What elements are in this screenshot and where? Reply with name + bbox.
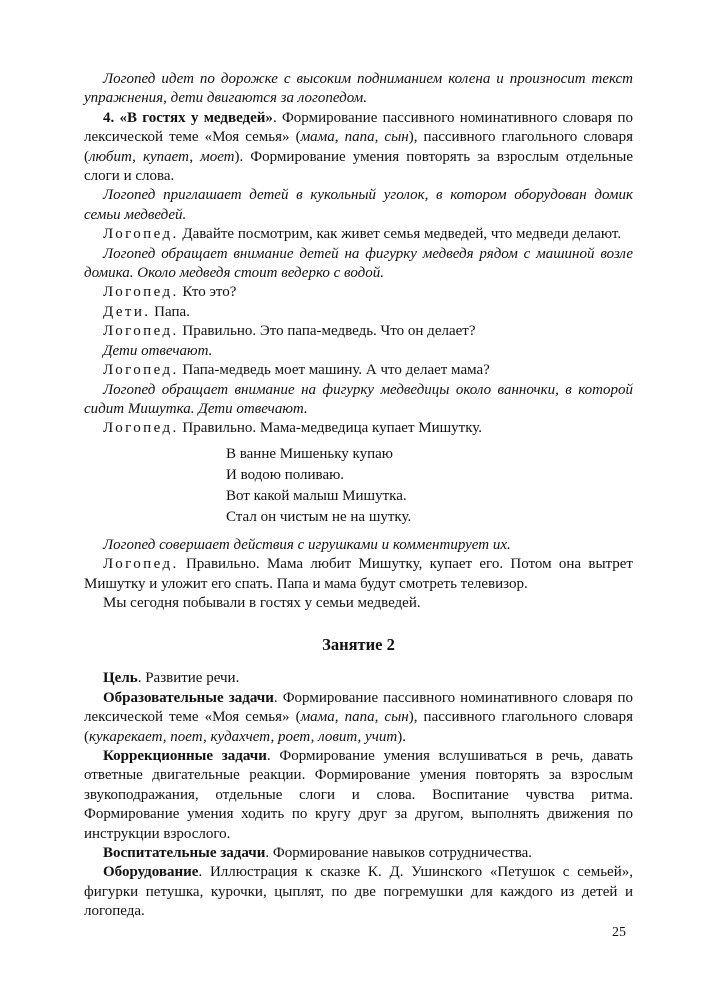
paragraph-goal: Цель. Развитие речи. (103, 670, 240, 687)
dialogue-line: Логопед. Кто это? (103, 284, 237, 301)
dialogue-line: Логопед. Правильно. Мама любит Мишутку, купает его. Потом она вытрет Мишутку и уложит его спать. Папа и мама будут смотреть телевизор. (84, 556, 633, 592)
page-body (84, 70, 633, 922)
poem-line: И водою поливаю. (226, 466, 345, 483)
paragraph-stage-direction-5: Логопед обращает внимание на фигурку медведицы около ванночки, в которой сидит Мишутка. Дети отвечают. (84, 381, 633, 417)
paragraph-stage-direction-2: Логопед приглашает детей в кукольный уголок, в котором оборудован домик семьи медведей. (84, 187, 633, 223)
paragraph-educational-tasks: Образовательные задачи. Формирование пассивного номинативного словаря по лексической теме «Моя семья» (мама, папа, сын), пассивного глагольного словаря (кукарекает, поет, кудахчет, роет, ловит, учит). (84, 689, 633, 745)
poem-line: Стал он чистым не на шутку. (226, 508, 412, 525)
poem-line: В ванне Мишеньку купаю (226, 445, 393, 462)
page-number: 25 (612, 925, 626, 940)
dialogue-line: Логопед. Правильно. Мама-медведица купает Мишутку. (103, 420, 483, 437)
section-heading: Занятие 2 (322, 635, 395, 655)
dialogue-line: Логопед. Давайте посмотрим, как живет семья медведей, что медведи делают. (103, 226, 622, 243)
paragraph-closing: Мы сегодня побывали в гостях у семьи медведей. (103, 594, 421, 611)
paragraph-correctional-tasks: Коррекционные задачи. Формирование умения вслушиваться в речь, давать ответные двигательные реакции. Формирование умения повторять за взрослым звукоподражания, отдельные слоги и слова. Воспитание чувства ритма. Формирование умения ходить по кругу друг за другом, выполнять движения по инструкции взрослого. (84, 747, 634, 842)
paragraph-stage-direction-3: Логопед обращает внимание детей на фигурку медведя рядом с машиной возле домика. Около медведя стоит ведерко с водой. (84, 245, 633, 282)
paragraph-stage-direction-1: Логопед идет по дорожке с высоким подниманием колена и произносит текст упражнения, дети двигаются за логопедом. (84, 71, 633, 107)
paragraph-equipment: Оборудование. Иллюстрация к сказке К. Д. Ушинского «Петушок с семьей», фигурки петушка, курочки, цыплят, по две погремушки для каждого из детей и логопеда. (84, 864, 633, 920)
poem-line: Вот какой малыш Мишутка. (226, 487, 407, 504)
paragraph-stage-direction-6: Логопед совершает действия с игрушками и комментирует их. (103, 536, 511, 553)
paragraph-stage-direction-4: Дети отвечают. (103, 342, 213, 359)
poem (226, 444, 633, 528)
exercise-4-title: 4. «В гостях у медведей» (103, 109, 273, 126)
paragraph-upbringing-tasks: Воспитательные задачи. Формирование навыков сотрудничества. (103, 845, 533, 861)
dialogue-line: Логопед. Папа-медведь моет машину. А что делает мама? (103, 362, 490, 379)
paragraph-exercise-4: 4. «В гостях у медведей». Формирование пассивного номинативного словаря по лексической теме «Моя семья» (мама, папа, сын), пассивного глагольного словаря (любит, купает, моет). Формирование умения повторять за взрослым отдельные слоги и слова. (84, 109, 634, 185)
dialogue-line: Логопед. Правильно. Это папа-медведь. Что он делает? (103, 323, 476, 340)
dialogue-line: Дети. Папа. (103, 303, 190, 320)
